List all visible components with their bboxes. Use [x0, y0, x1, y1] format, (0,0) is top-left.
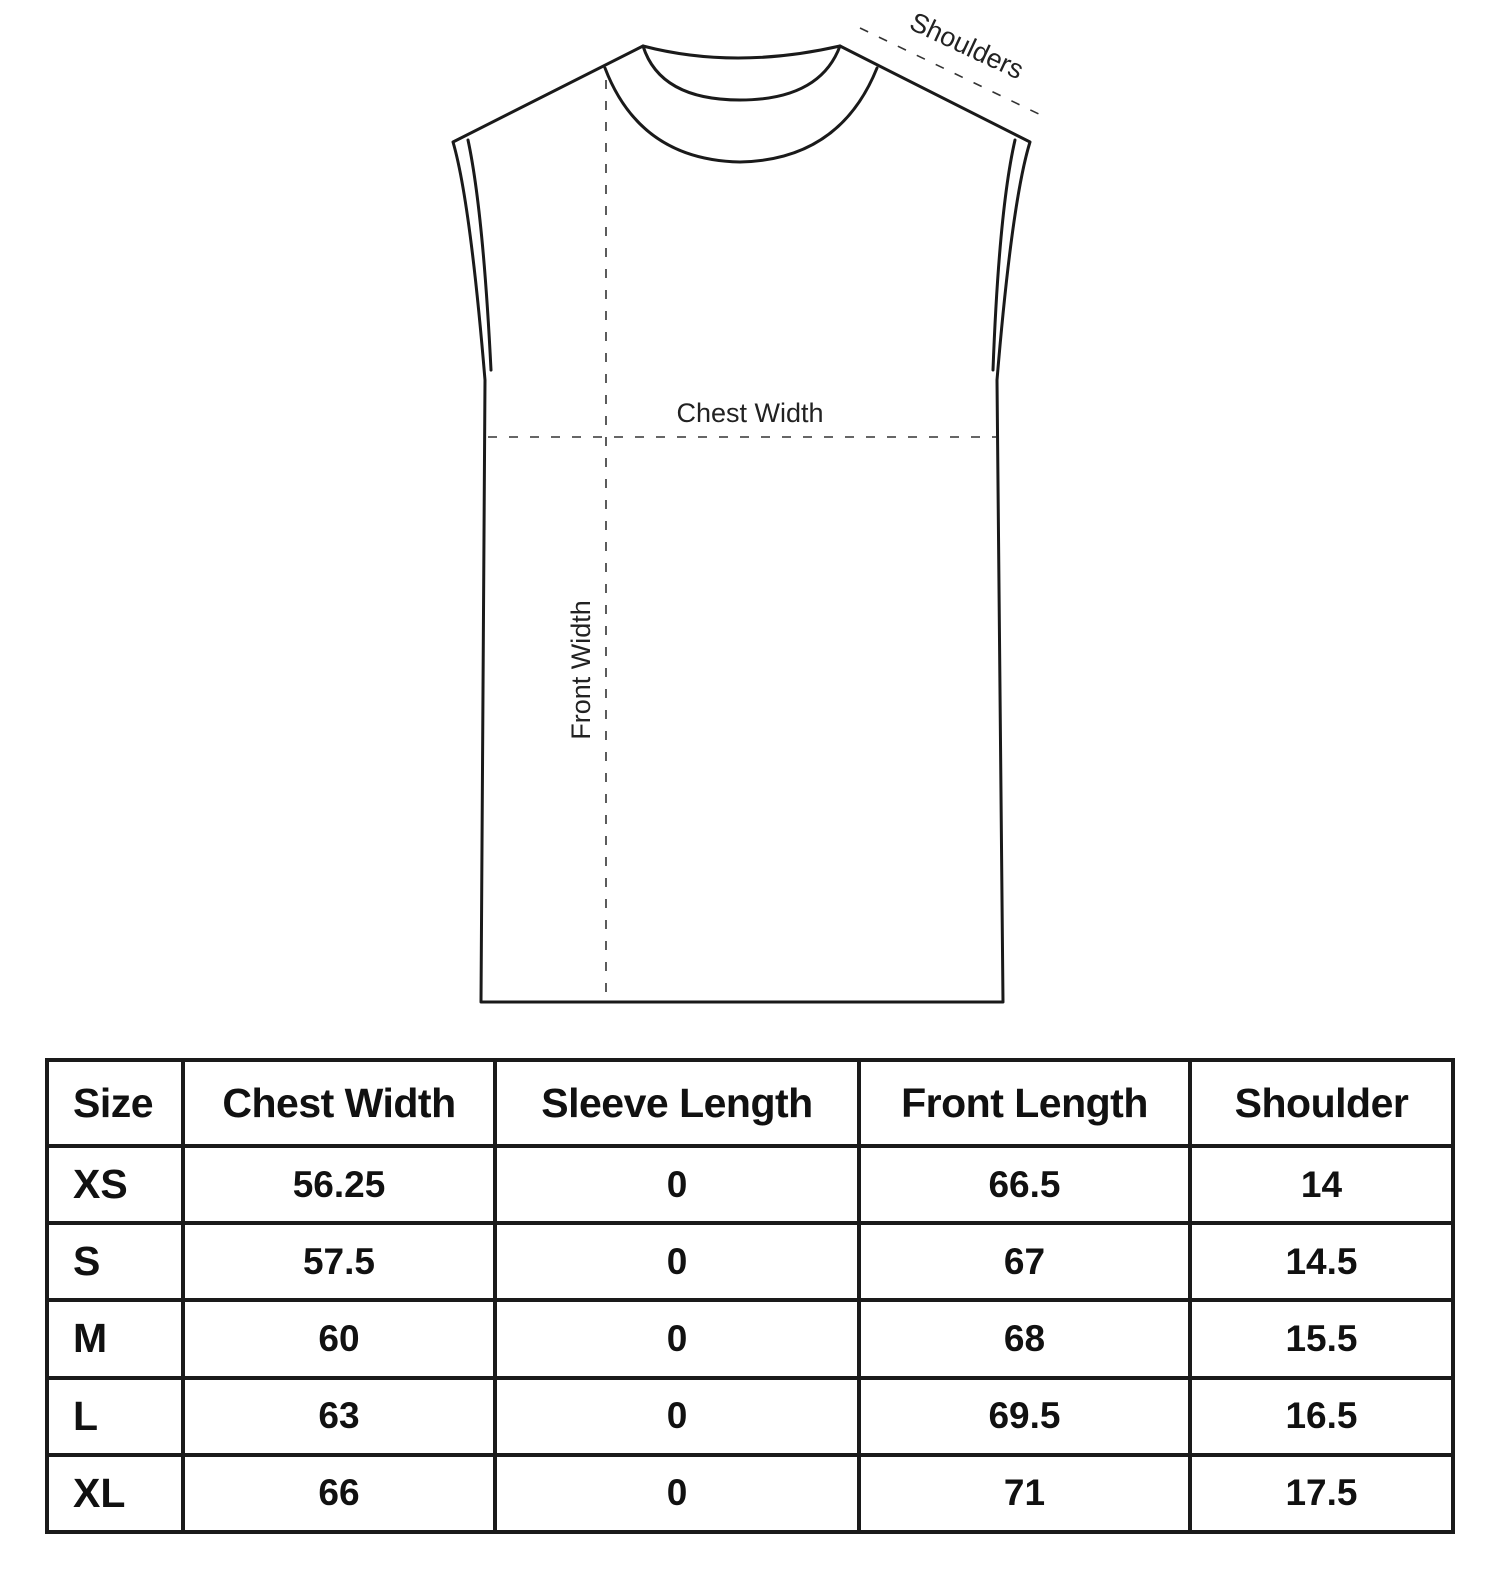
- chest-width-cell: 60: [183, 1300, 495, 1377]
- table-row: [47, 1455, 1453, 1532]
- chest-width-cell: 56.25: [183, 1146, 495, 1223]
- front-length-cell: 71: [859, 1455, 1190, 1532]
- table-row: [47, 1146, 1453, 1223]
- size-chart-table: [45, 1058, 1455, 1534]
- front-width-label: Front Width: [566, 600, 596, 740]
- shoulders-label: Shoulders: [905, 6, 1029, 86]
- header-chest-width: Chest Width: [183, 1060, 495, 1146]
- shoulder-cell: 14: [1190, 1146, 1453, 1223]
- front-length-cell: 66.5: [859, 1146, 1190, 1223]
- shoulder-cell: 15.5: [1190, 1300, 1453, 1377]
- sleeveless-tee-outline: [453, 46, 1030, 1002]
- table-row: [47, 1378, 1453, 1455]
- shoulder-cell: 17.5: [1190, 1455, 1453, 1532]
- header-size: Size: [47, 1060, 183, 1146]
- chest-width-cell: 57.5: [183, 1223, 495, 1300]
- chest-width-cell: 63: [183, 1378, 495, 1455]
- neckline-collar: [643, 46, 840, 58]
- table-row: [47, 1300, 1453, 1377]
- shoulder-cell: 16.5: [1190, 1378, 1453, 1455]
- front-length-cell: 68: [859, 1300, 1190, 1377]
- header-shoulder: Shoulder: [1190, 1060, 1453, 1146]
- sleeve-length-cell: 0: [495, 1378, 859, 1455]
- table-row: [47, 1223, 1453, 1300]
- size-cell: L: [47, 1378, 183, 1455]
- size-cell: S: [47, 1223, 183, 1300]
- chest-width-label: Chest Width: [676, 398, 824, 428]
- neckline-inner: [643, 46, 840, 100]
- garment-body-outline: [453, 46, 1030, 1002]
- header-sleeve-length: Sleeve Length: [495, 1060, 859, 1146]
- size-cell: XL: [47, 1455, 183, 1532]
- armhole-binding-right: [993, 140, 1015, 370]
- sleeve-length-cell: 0: [495, 1455, 859, 1532]
- front-length-cell: 69.5: [859, 1378, 1190, 1455]
- size-cell: M: [47, 1300, 183, 1377]
- neckline-outer: [605, 68, 877, 162]
- table-header-row: [47, 1060, 1453, 1146]
- sleeve-length-cell: 0: [495, 1146, 859, 1223]
- chest-width-cell: 66: [183, 1455, 495, 1532]
- header-front-length: Front Length: [859, 1060, 1190, 1146]
- size-cell: XS: [47, 1146, 183, 1223]
- front-length-cell: 67: [859, 1223, 1190, 1300]
- sleeve-length-cell: 0: [495, 1223, 859, 1300]
- sleeve-length-cell: 0: [495, 1300, 859, 1377]
- shoulder-cell: 14.5: [1190, 1223, 1453, 1300]
